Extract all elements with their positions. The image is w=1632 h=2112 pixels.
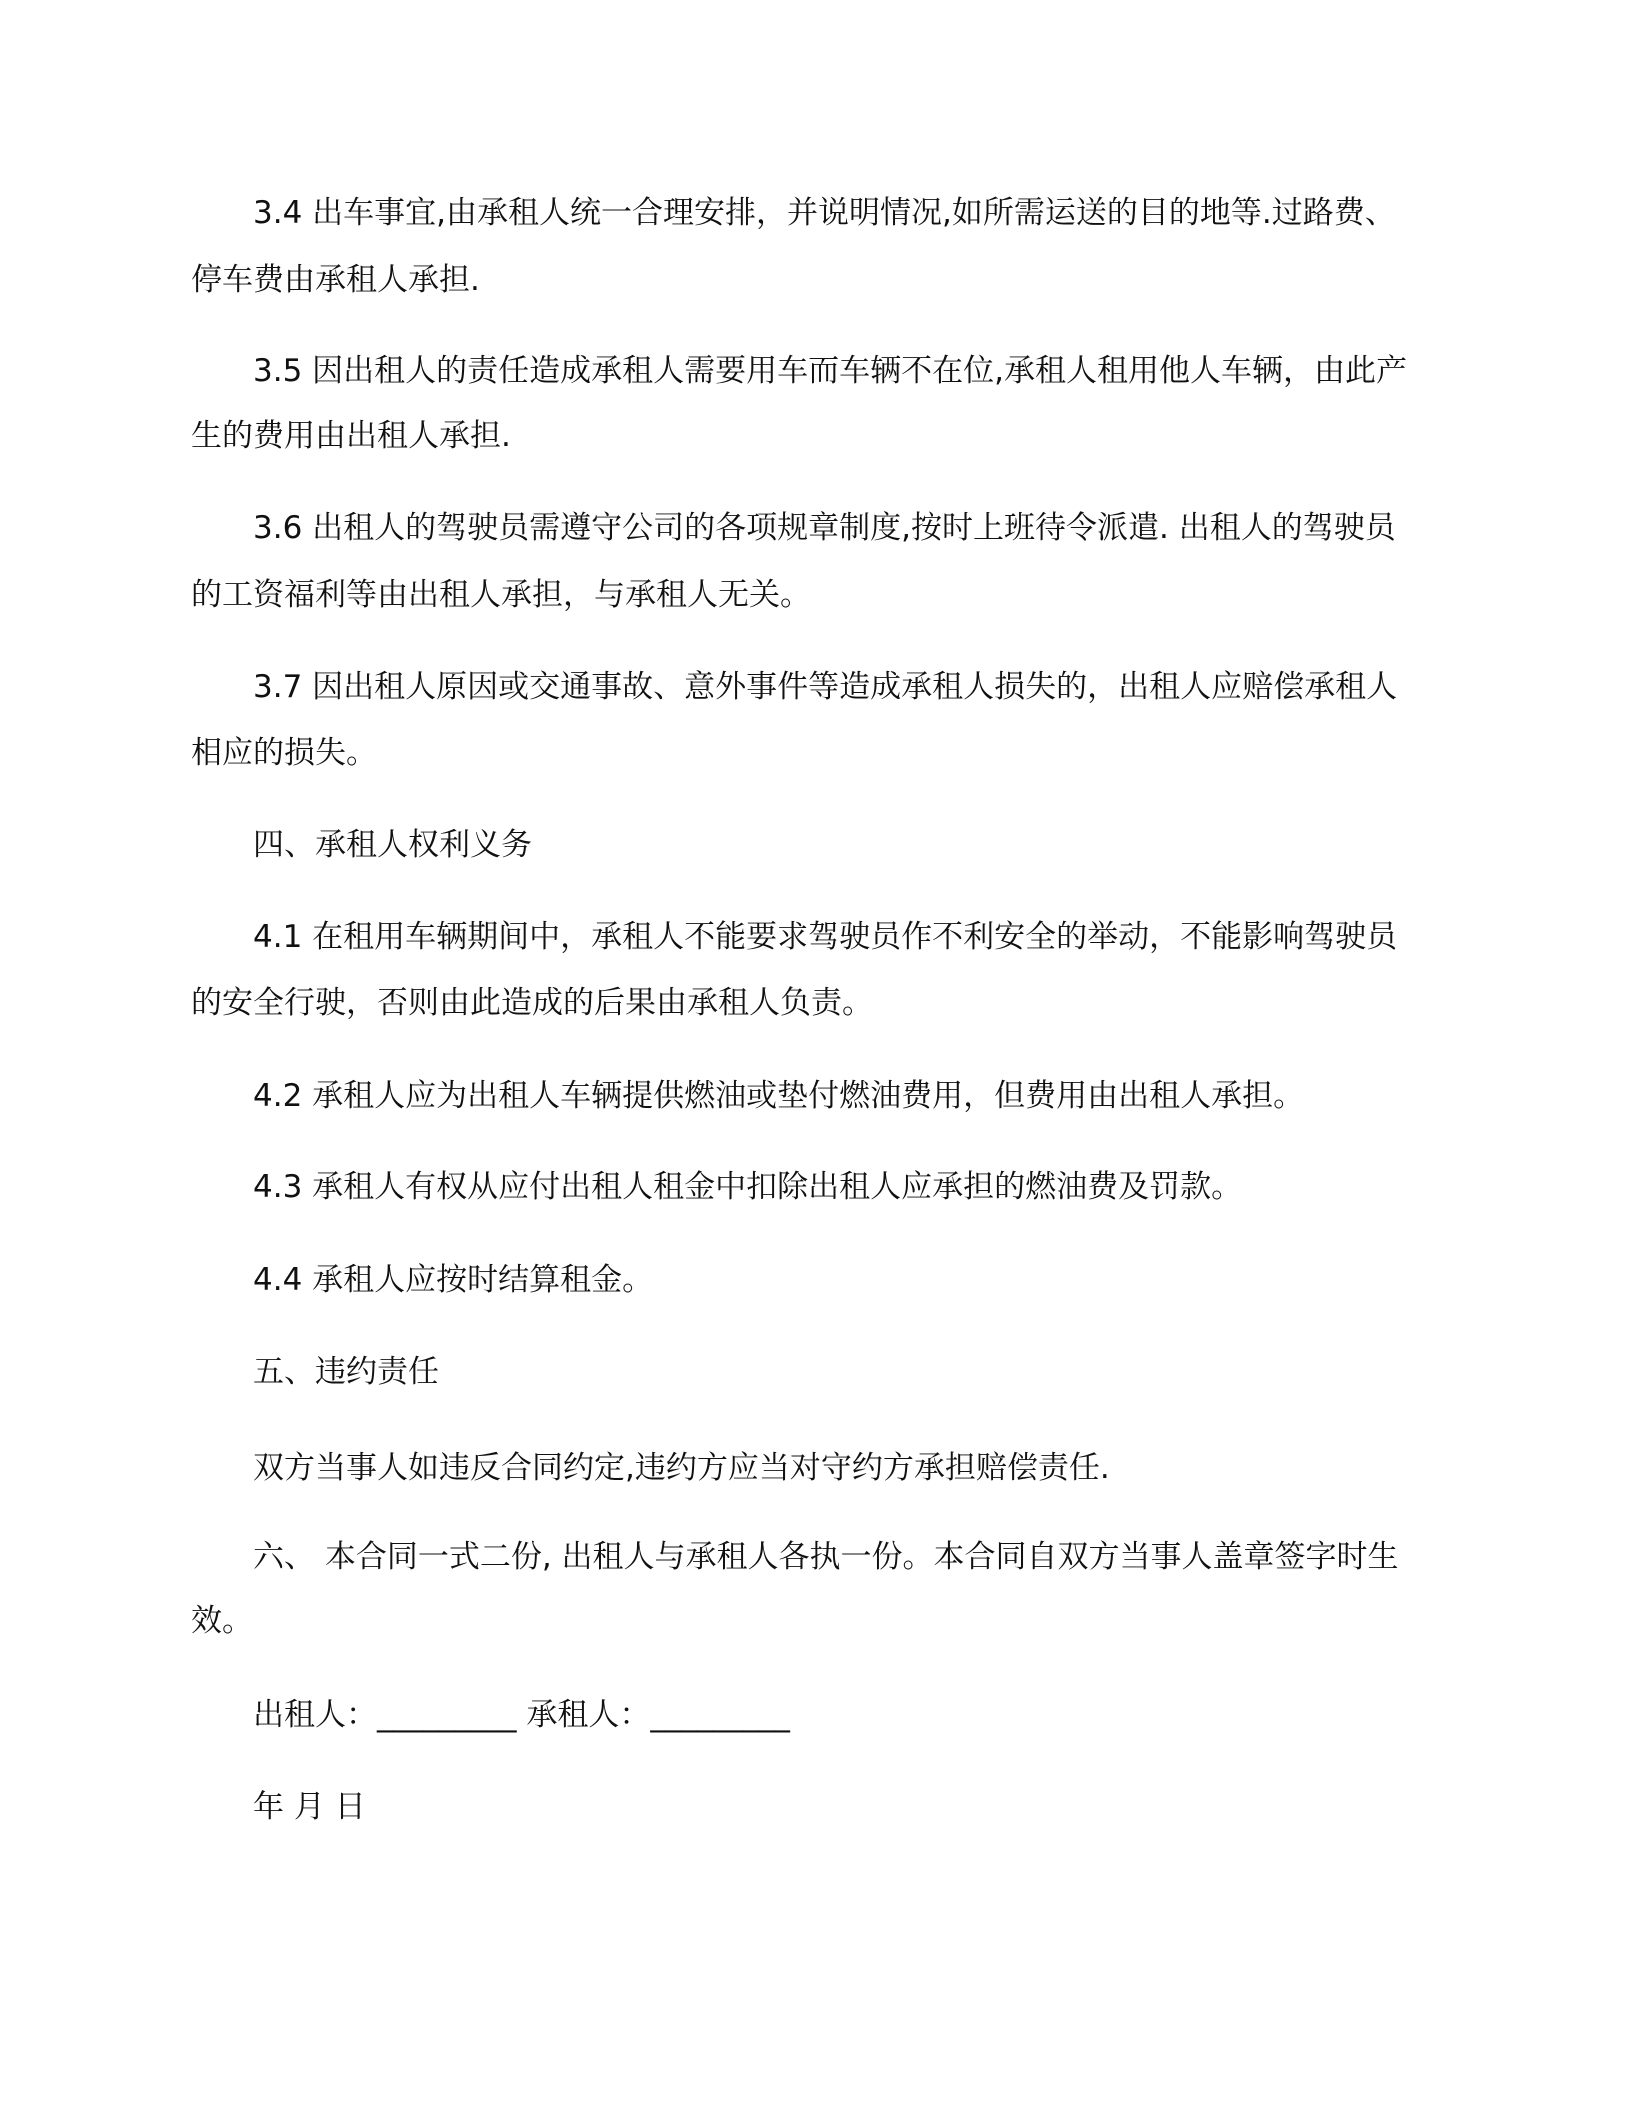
section-heading-4: 四、承租人权利义务 bbox=[253, 827, 532, 863]
clause-4-4: 4.4 承租人应按时结算租金。 bbox=[253, 1262, 654, 1298]
clause-3-5-line-1: 3.5 因出租人的责任造成承租人需要用车而车辆不在位,承租人租用他人车辆，由此产 bbox=[253, 353, 1408, 389]
clause-6-line-2: 效。 bbox=[191, 1603, 253, 1639]
clause-4-1-line-2: 的安全行驶，否则由此造成的后果由承租人负责。 bbox=[191, 985, 873, 1021]
clause-5: 双方当事人如违反合同约定,违约方应当对守约方承担赔偿责任. bbox=[253, 1450, 1110, 1486]
clause-3-7-line-2: 相应的损失。 bbox=[191, 735, 377, 771]
clause-3-5-line-2: 生的费用由出租人承担. bbox=[191, 418, 511, 454]
clause-3-6-line-1: 3.6 出租人的驾驶员需遵守公司的各项规章制度,按时上班待令派遣. 出租人的驾驶员 bbox=[253, 510, 1396, 546]
clause-4-1-line-1: 4.1 在租用车辆期间中，承租人不能要求驾驶员作不利安全的举动，不能影响驾驶员 bbox=[253, 919, 1398, 955]
section-heading-5: 五、违约责任 bbox=[253, 1354, 439, 1390]
clause-4-2: 4.2 承租人应为出租人车辆提供燃油或垫付燃油费用，但费用由出租人承担。 bbox=[253, 1078, 1305, 1114]
clause-4-3: 4.3 承租人有权从应付出租人租金中扣除出租人应承担的燃油费及罚款。 bbox=[253, 1169, 1243, 1205]
clause-3-7-line-1: 3.7 因出租人原因或交通事故、意外事件等造成承租人损失的，出租人应赔偿承租人 bbox=[253, 669, 1398, 705]
clause-6-line-1: 六、 本合同一式二份, 出租人与承租人各执一份。本合同自双方当事人盖章签字时生 bbox=[253, 1539, 1399, 1575]
clause-3-6-line-2: 的工资福利等由出租人承担，与承租人无关。 bbox=[191, 577, 811, 613]
clause-3-4-line-1: 3.4 出车事宜,由承租人统一合理安排，并说明情况,如所需运送的目的地等.过路费、 bbox=[253, 195, 1396, 231]
clause-3-4-line-2: 停车费由承租人承担. bbox=[191, 262, 480, 298]
signature-line: 出租人：_________ 承租人：_________ bbox=[253, 1697, 790, 1733]
date-line: 年 月 日 bbox=[253, 1789, 366, 1825]
